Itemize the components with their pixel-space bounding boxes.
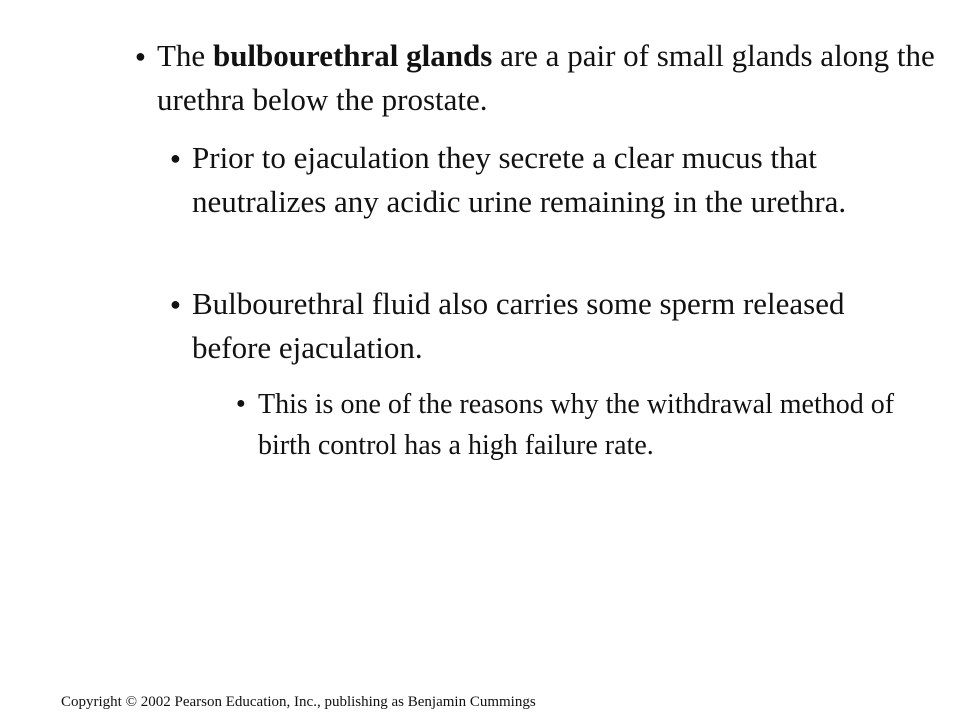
bullet-text: Prior to ejaculation they secrete a clear mucus that neutralizes any acidic urine remaining in the urethra. (192, 140, 847, 219)
bullet-dot-icon: ● (236, 395, 246, 412)
bullet-dot-icon: ● (170, 148, 181, 168)
bullet-bulbourethral-glands (135, 34, 935, 122)
bullet-lead-text: The (157, 38, 213, 73)
bullet-rest-text: are a pair of small glands along the urethra below the prostate. (157, 38, 935, 117)
bullet-dot-icon: ● (135, 46, 146, 66)
bullet-secretion (170, 136, 930, 224)
bullet-text: Bulbourethral fluid also carries some sperm released before ejaculation. (192, 286, 845, 365)
key-term: bulbourethral glands (212, 38, 493, 73)
bullet-dot-icon: ● (170, 294, 181, 314)
bullet-fluid-sperm (170, 282, 930, 370)
bullet-text: This is one of the reasons why the withdrawal method of birth control has a high failure rate. (258, 389, 895, 461)
bullet-withdrawal-method (236, 384, 916, 466)
copyright-footer: Copyright © 2002 Pearson Education, Inc., publishing as Benjamin Cummings (61, 694, 536, 710)
bullet-text (157, 34, 935, 122)
